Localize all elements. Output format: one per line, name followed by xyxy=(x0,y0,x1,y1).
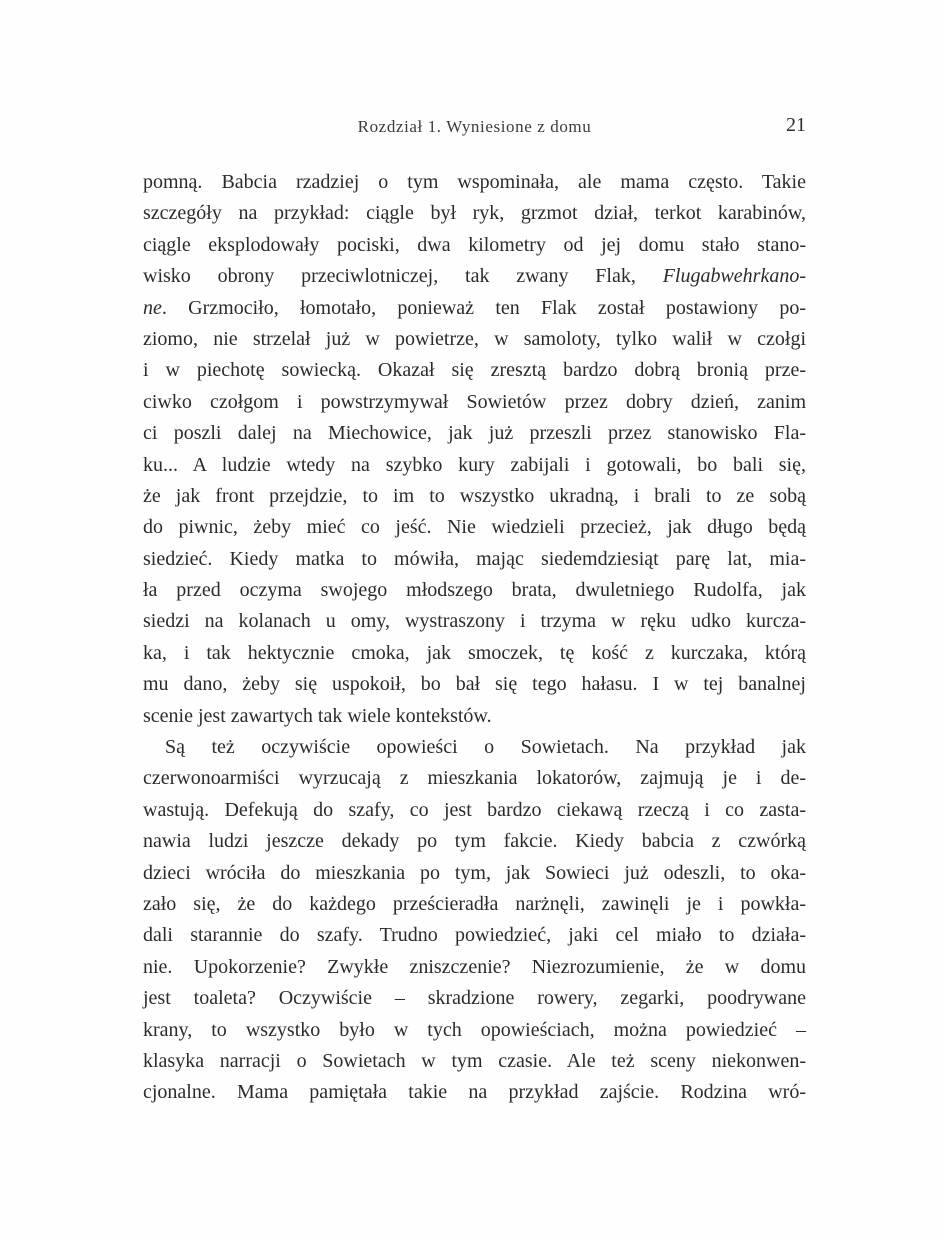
text-line xyxy=(143,606,806,637)
text-line xyxy=(143,889,806,920)
text-line xyxy=(143,450,806,481)
text-segment: klasyka narracji o Sowietach w tym czasie. Ale też sceny niekonwen- xyxy=(143,1049,806,1072)
chapter-header-title: Rozdział 1. Wyniesione z domu xyxy=(357,117,592,136)
text-line xyxy=(143,230,806,261)
text-segment: Są też oczywiście opowieści o Sowietach. Na przykład jak xyxy=(165,736,806,759)
text-segment: ci poszli dalej na Miechowice, jak już przeszli przez stanowisko Fla- xyxy=(143,422,806,445)
text-line xyxy=(143,261,806,292)
text-line xyxy=(143,795,806,826)
text-segment: mu dano, żeby się uspokoił, bo bał się tego hałasu. I w tej banalnej xyxy=(143,673,806,696)
text-line xyxy=(143,167,806,198)
text-segment: i w piechotę sowiecką. Okazał się zresztą bardzo dobrą bronią prze- xyxy=(143,359,806,382)
text-line xyxy=(143,293,806,324)
text-line xyxy=(143,1077,806,1108)
text-line xyxy=(143,983,806,1014)
text-segment: dzieci wróciła do mieszkania po tym, jak Sowieci już odeszli, to oka- xyxy=(143,861,806,884)
paragraph xyxy=(143,732,806,1109)
running-header xyxy=(143,116,806,138)
text-line xyxy=(143,355,806,386)
text-segment: ciwko czołgom i powstrzymywał Sowietów przez dobry dzień, zanim xyxy=(143,390,806,413)
text-line xyxy=(143,701,806,732)
page-number: 21 xyxy=(786,114,806,136)
text-segment: ziomo, nie strzelał już w powietrze, w samoloty, tylko walił w czołgi xyxy=(143,327,806,350)
text-segment: czerwonoarmiści wyrzucają z mieszkania lokatorów, zajmują je i de- xyxy=(143,767,806,790)
text-segment: scenie jest zawartych tak wiele kontekstów. xyxy=(143,704,492,727)
paragraph xyxy=(143,167,806,732)
text-segment: wisko obrony przeciwlotniczej, tak zwany Flak, xyxy=(143,265,663,288)
text-segment: pomną. Babcia rzadziej o tym wspominała, ale mama często. Takie xyxy=(143,171,806,193)
text-line xyxy=(143,544,806,575)
text-line xyxy=(143,638,806,669)
text-segment: że jak front przejdzie, to im to wszystko ukradną, i brali to ze sobą xyxy=(143,484,806,507)
text-line xyxy=(143,1046,806,1077)
text-segment: jest toaleta? Oczywiście – skradzione rowery, zegarki, poodrywane xyxy=(143,987,806,1010)
text-segment: siedzieć. Kiedy matka to mówiła, mając siedemdziesiąt parę lat, mia- xyxy=(143,547,806,570)
text-segment: zało się, że do każdego prześcieradła narżnęli, zawinęli je i powkła- xyxy=(143,892,806,915)
text-segment: dali starannie do szafy. Trudno powiedzieć, jaki cel miało to działa- xyxy=(143,924,806,947)
text-segment: siedzi na kolanach u omy, wystraszony i trzyma w ręku udko kurcza- xyxy=(143,610,806,633)
text-line xyxy=(143,324,806,355)
text-line xyxy=(143,732,806,763)
text-segment: do piwnic, żeby mieć co jeść. Nie wiedzieli przecież, jak długo będą xyxy=(143,516,806,539)
text-segment: ła przed oczyma swojego młodszego brata, dwuletniego Rudolfa, jak xyxy=(143,579,806,602)
text-line xyxy=(143,481,806,512)
text-segment: . Grzmociło, łomotało, ponieważ ten Flak został postawiony po- xyxy=(161,296,806,319)
text-line xyxy=(143,512,806,543)
text-line xyxy=(143,669,806,700)
text-segment: krany, to wszystko było w tych opowieściach, można powiedzieć – xyxy=(143,1018,806,1041)
text-segment: cjonalne. Mama pamiętała takie na przykład zajście. Rodzina wró- xyxy=(143,1081,806,1104)
page-body xyxy=(143,167,806,1109)
text-line xyxy=(143,826,806,857)
text-line xyxy=(143,387,806,418)
text-line xyxy=(143,418,806,449)
italic-text: Flugabwehrkano- xyxy=(662,265,806,288)
text-segment: wastują. Defekują do szafy, co jest bardzo ciekawą rzeczą i co zasta- xyxy=(143,798,806,821)
text-segment: nie. Upokorzenie? Zwykłe zniszczenie? Niezrozumienie, że w domu xyxy=(143,955,806,978)
text-line xyxy=(143,920,806,951)
text-line xyxy=(143,952,806,983)
text-line xyxy=(143,575,806,606)
text-line xyxy=(143,198,806,229)
text-line xyxy=(143,763,806,794)
text-segment: ciągle eksplodowały pociski, dwa kilometry od jej domu stało stano- xyxy=(143,233,806,256)
text-segment: szczegóły na przykład: ciągle był ryk, grzmot dział, terkot karabinów, xyxy=(143,202,806,225)
text-segment: ka, i tak hektycznie cmoka, jak smoczek, tę kość z kurczaka, którą xyxy=(143,641,806,664)
text-block xyxy=(143,116,806,1109)
italic-text: ne xyxy=(143,296,162,319)
text-line xyxy=(143,858,806,889)
text-segment: nawia ludzi jeszcze dekady po tym fakcie. Kiedy babcia z czwórką xyxy=(143,830,806,853)
text-segment: ku... A ludzie wtedy na szybko kury zabijali i gotowali, bo bali się, xyxy=(143,453,806,476)
text-line xyxy=(143,1015,806,1046)
